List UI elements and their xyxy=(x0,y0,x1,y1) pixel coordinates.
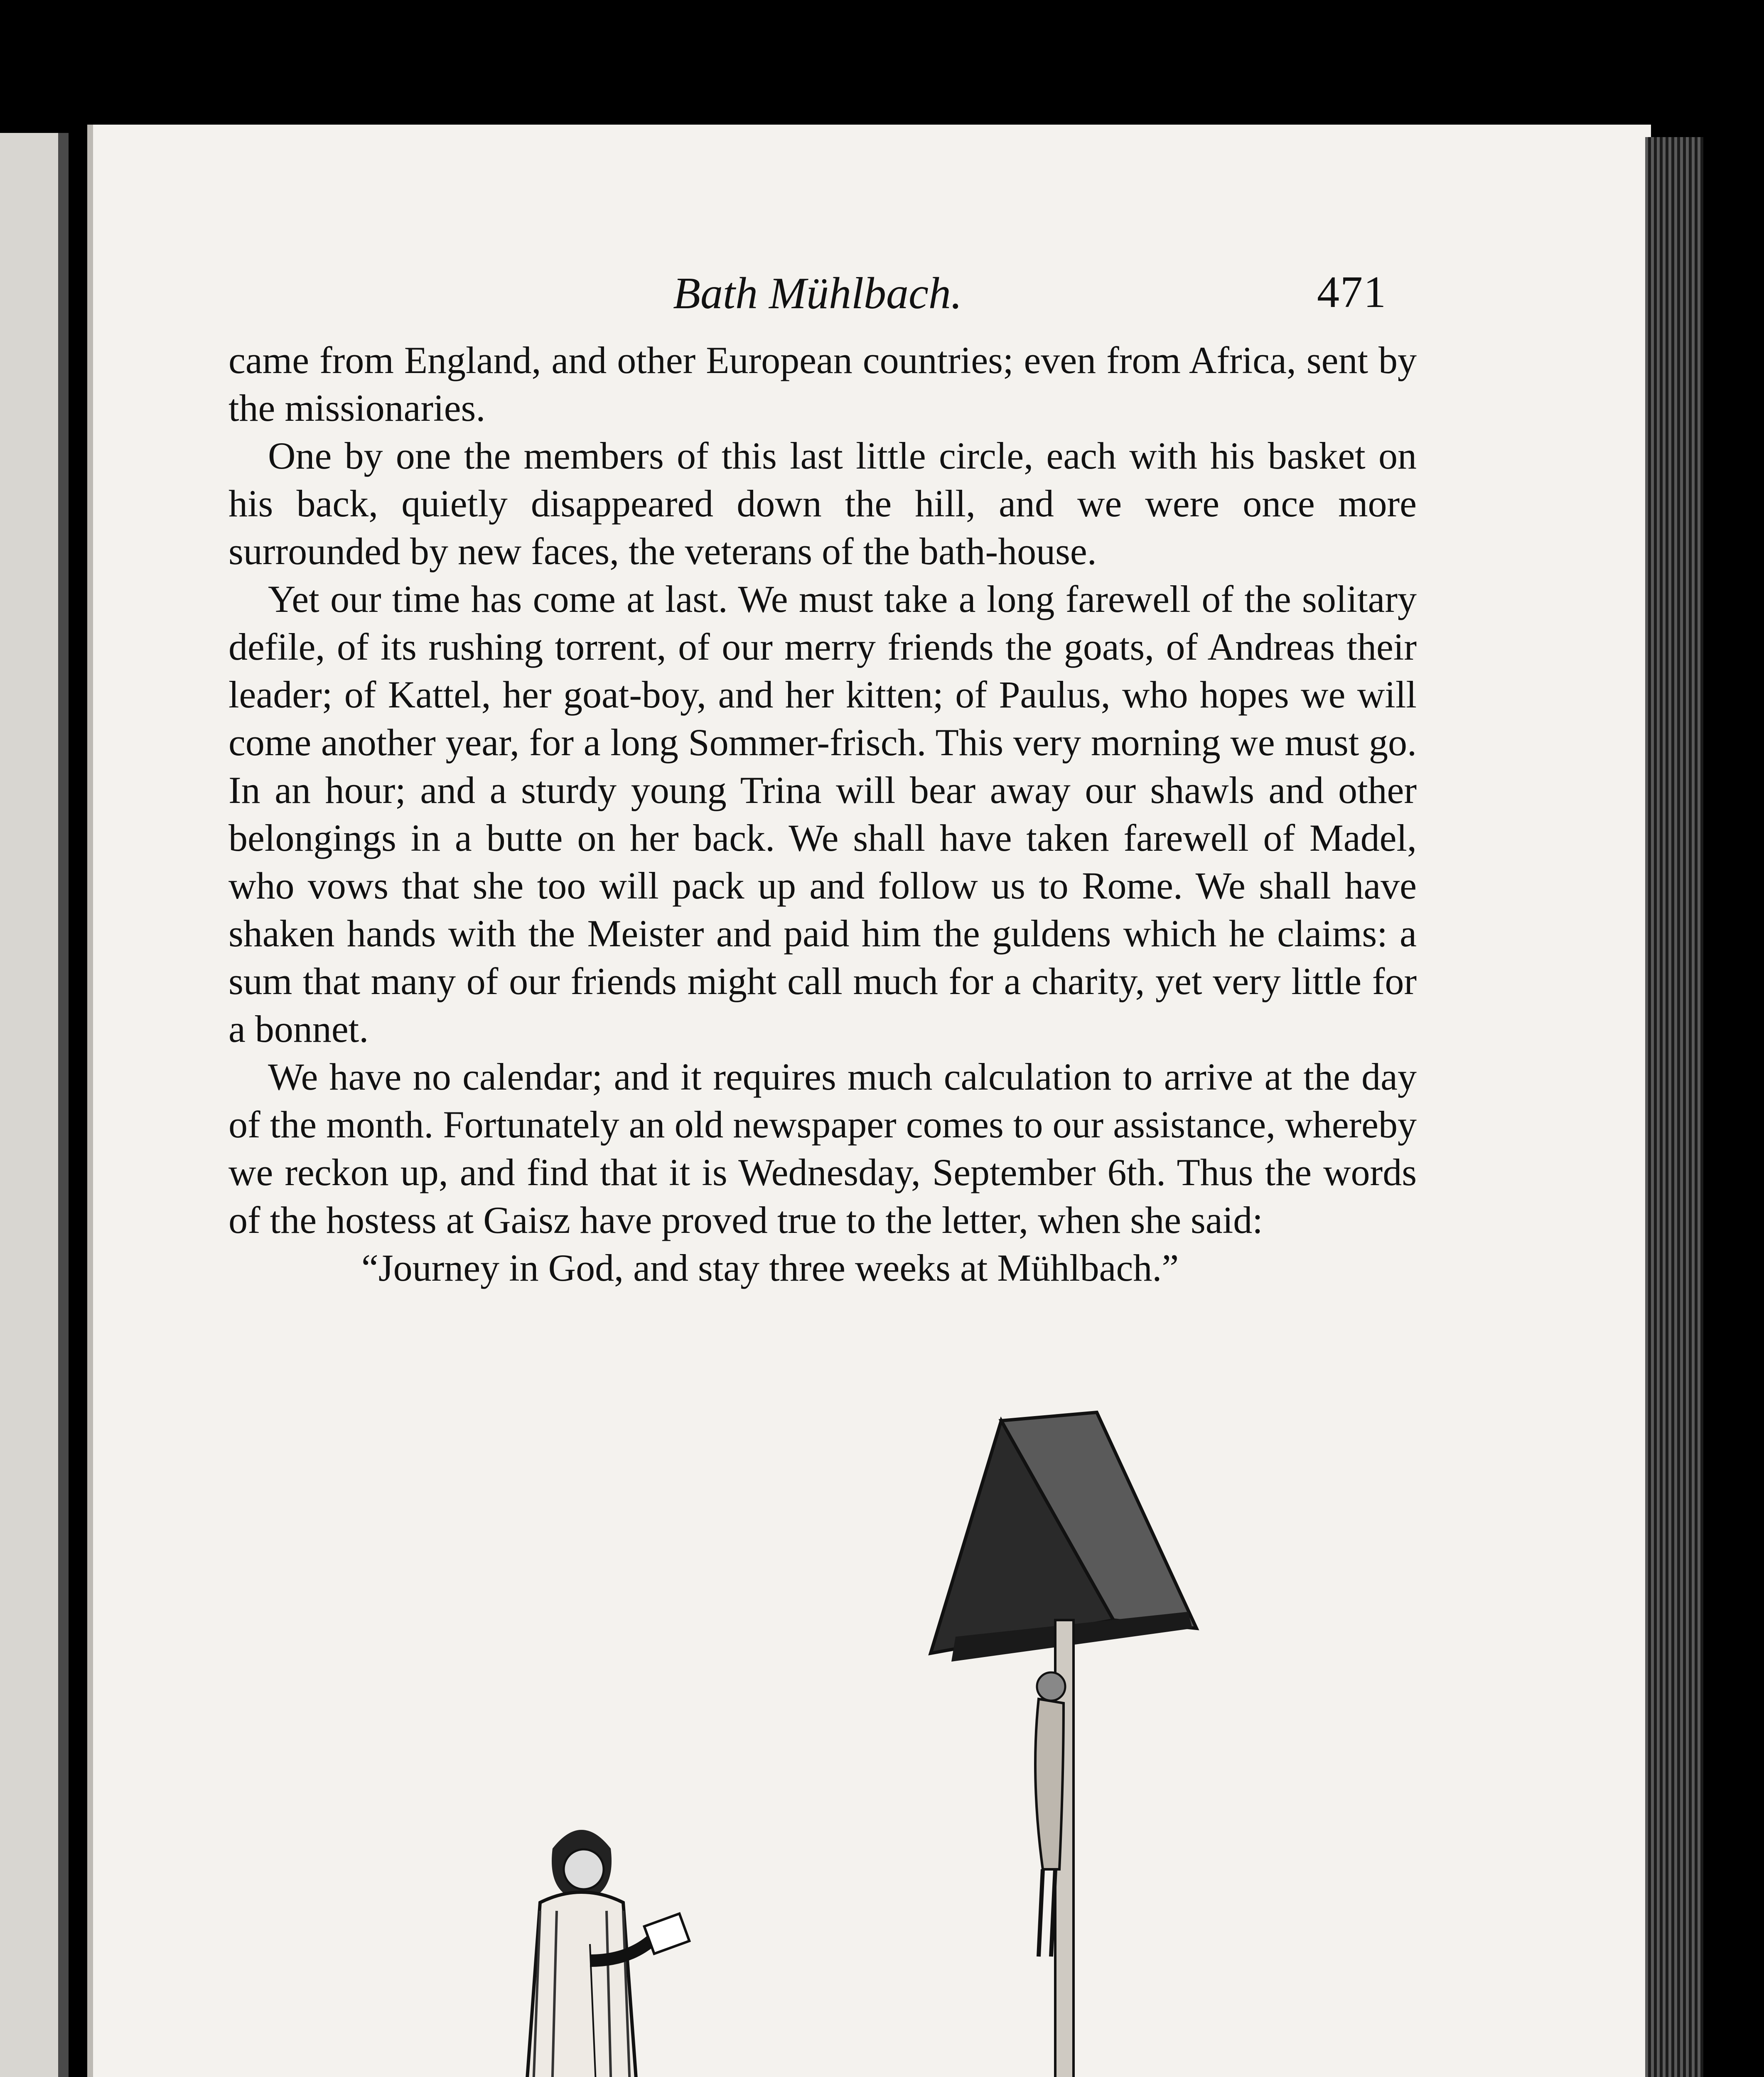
paragraph-1: came from England, and other European countries; even from Africa, sent by the missionaries. xyxy=(228,339,1417,429)
monk-illustration xyxy=(415,1786,748,2077)
paragraph-2: One by one the members of this last little circle, each with his basket on his back, quietly disappeared down the hill, and we were once more surrounded by new faces, the veterans of the bath-house. xyxy=(228,435,1417,572)
crucifix-illustration xyxy=(906,1404,1205,2077)
paragraph-4: We have no calendar; and it requires much calculation to arrive at the day of the month. Fortunately an old newspaper comes to our assistance, whereby we reckon up, and find that it is Wednesday, September 6th. Thus the words of the hostess at Gaisz have proved true to the letter, when she said: xyxy=(228,1056,1417,1241)
book-gutter xyxy=(0,133,87,2077)
quotation: “Journey in God, and stay three weeks at Mühlbach.” xyxy=(361,1247,1179,1289)
body-text xyxy=(228,336,1417,1292)
page-edges xyxy=(1645,137,1703,2077)
paragraph-3: Yet our time has come at last. We must take a long farewell of the solitary defile, of its rushing torrent, of our merry friends the goats, of Andreas their leader; of Kattel, her goat-boy, and her kitten; of Paulus, who hopes we will come another year, for a long Sommer-frisch. This very morning we must go. In an hour; and a sturdy young Trina will bear away our shawls and other belongings in a butte on her back. We shall have taken farewell of Madel, who vows that she too will pack up and follow us to Rome. We shall have shaken hands with the Meister and paid him the guldens which he claims: a sum that many of our friends might call much for a charity, yet very little for a bonnet. xyxy=(228,578,1417,1050)
running-head: Bath Mühlbach. xyxy=(673,269,962,318)
page-number: 471 xyxy=(1317,268,1387,317)
